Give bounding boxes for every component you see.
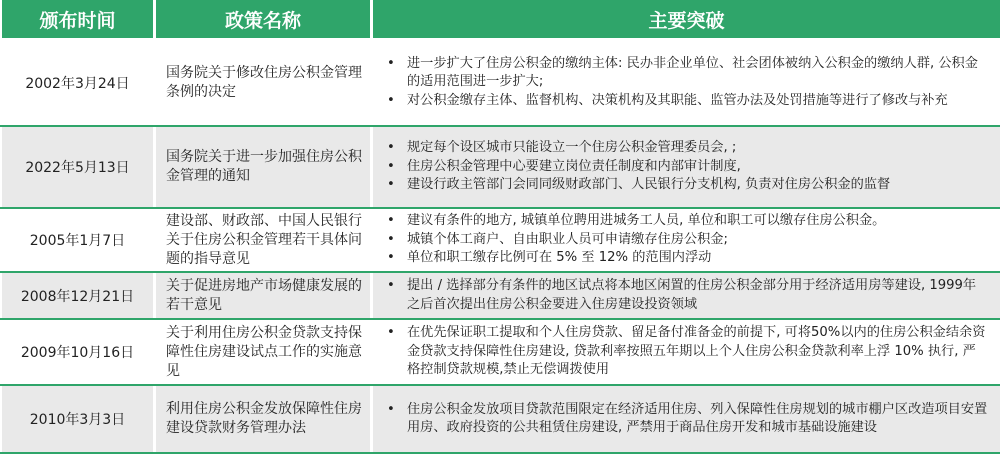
bullet-icon: •: [387, 177, 395, 193]
list-item: • 住房公积金发放项目贷款范围限定在经济适用住房、列入保障性住房规划的城市棚户区改造项目安置用房、政府投资的公共租赁住房建设, 严禁用于商品住房开发和城市基础设施建设: [383, 401, 988, 438]
list-item: • 提出 / 选择部分有条件的地区试点将本地区闲置的住房公积金部分用于经济适用房等建设, 1999年之后首次提出住房公积金要进入住房建设投资领域: [383, 277, 988, 314]
bullet-icon: •: [387, 213, 395, 229]
list-item: • 对公积金缴存主体、监督机构、决策机构及其职能、监管办法及处罚措施等进行了修改与补充: [383, 92, 988, 111]
row-breakthroughs: [373, 127, 1000, 207]
bullet-icon: •: [387, 92, 395, 108]
row-date: 2022年5月13日: [2, 127, 153, 207]
table-row: [0, 320, 1000, 384]
bullet-icon: •: [387, 325, 395, 341]
row-breakthroughs: [373, 209, 1000, 271]
list-item: • 在优先保证职工提取和个人住房贷款、留足备付准备金的前提下, 可将50%以内的住房公积金结余资金贷款支持保障性住房建设, 贷款利率按照五年期以上个人住房公积金贷款利率上浮 10% 执行, 严格控制贷款规模,禁止无偿调拨使用: [383, 324, 988, 380]
row-breakthroughs: [373, 320, 1000, 384]
row-date: 2010年3月3日: [2, 386, 153, 452]
list-item: • 住房公积金管理中心要建立岗位责任制度和内部审计制度,: [383, 158, 988, 177]
list-item: • 城镇个体工商户、自由职业人员可申请缴存住房公积金;: [383, 231, 988, 250]
list-item: • 进一步扩大了住房公积金的缴纳主体: 民办非企业单位、社会团体被纳入公积金的缴纳人群, 公积金的适用范围进一步扩大;: [383, 55, 988, 92]
row-breakthroughs: [373, 40, 1000, 125]
list-item: • 规定每个设区城市只能设立一个住房公积金管理委员会, ;: [383, 139, 988, 158]
bullet-icon: •: [387, 55, 395, 71]
bullet-icon: •: [387, 231, 395, 247]
table-row: [0, 127, 1000, 207]
table-row: [0, 209, 1000, 271]
row-policy-name: 关于促进房地产市场健康发展的若干意见: [156, 273, 370, 318]
table-row: [0, 386, 1000, 452]
row-policy-name: 国务院关于修改住房公积金管理条例的决定: [166, 64, 362, 100]
table-row: [0, 40, 1000, 125]
row-date: 2002年3月24日: [25, 75, 130, 92]
list-item: • 单位和职工缴存比例可在 5% 至 12% 的范围内浮动: [383, 249, 988, 268]
row-divider: [0, 452, 1000, 454]
list-item: • 建议有条件的地方, 城镇单位聘用进城务工人员, 单位和职工可以缴存住房公积金。: [383, 212, 988, 231]
bullet-icon: •: [387, 158, 395, 174]
row-policy-name: 建设部、财政部、中国人民银行 关于住房公积金管理若干具体问题的指导意见: [166, 212, 362, 267]
bullet-icon: •: [387, 250, 395, 266]
header-date: 颁布时间: [2, 0, 153, 38]
row-breakthroughs: [373, 273, 1000, 318]
row-breakthroughs: [373, 386, 1000, 452]
row-policy-name: 关于利用住房公积金贷款支持保障性住房建设试点工作的实施意见: [166, 324, 362, 379]
row-date: 2009年10月16日: [20, 345, 135, 361]
bullet-icon: •: [387, 278, 395, 293]
table-row: [0, 273, 1000, 318]
header-policy: 政策名称: [156, 0, 370, 38]
bullet-icon: •: [387, 401, 395, 417]
row-policy-name: 国务院关于进一步加强住房公积金管理的通知: [156, 127, 370, 207]
list-item: • 建设行政主管部门会同同级财政部门、人民银行分支机构, 负责对住房公积金的监督: [383, 176, 988, 195]
row-policy-name: 利用住房公积金发放保障性住房建设贷款财务管理办法: [156, 386, 370, 452]
row-date: 2008年12月21日: [2, 273, 153, 318]
row-date: 2005年1月7日: [29, 233, 126, 249]
bullet-icon: •: [387, 140, 395, 156]
header-breakthrough: 主要突破: [373, 0, 1000, 38]
